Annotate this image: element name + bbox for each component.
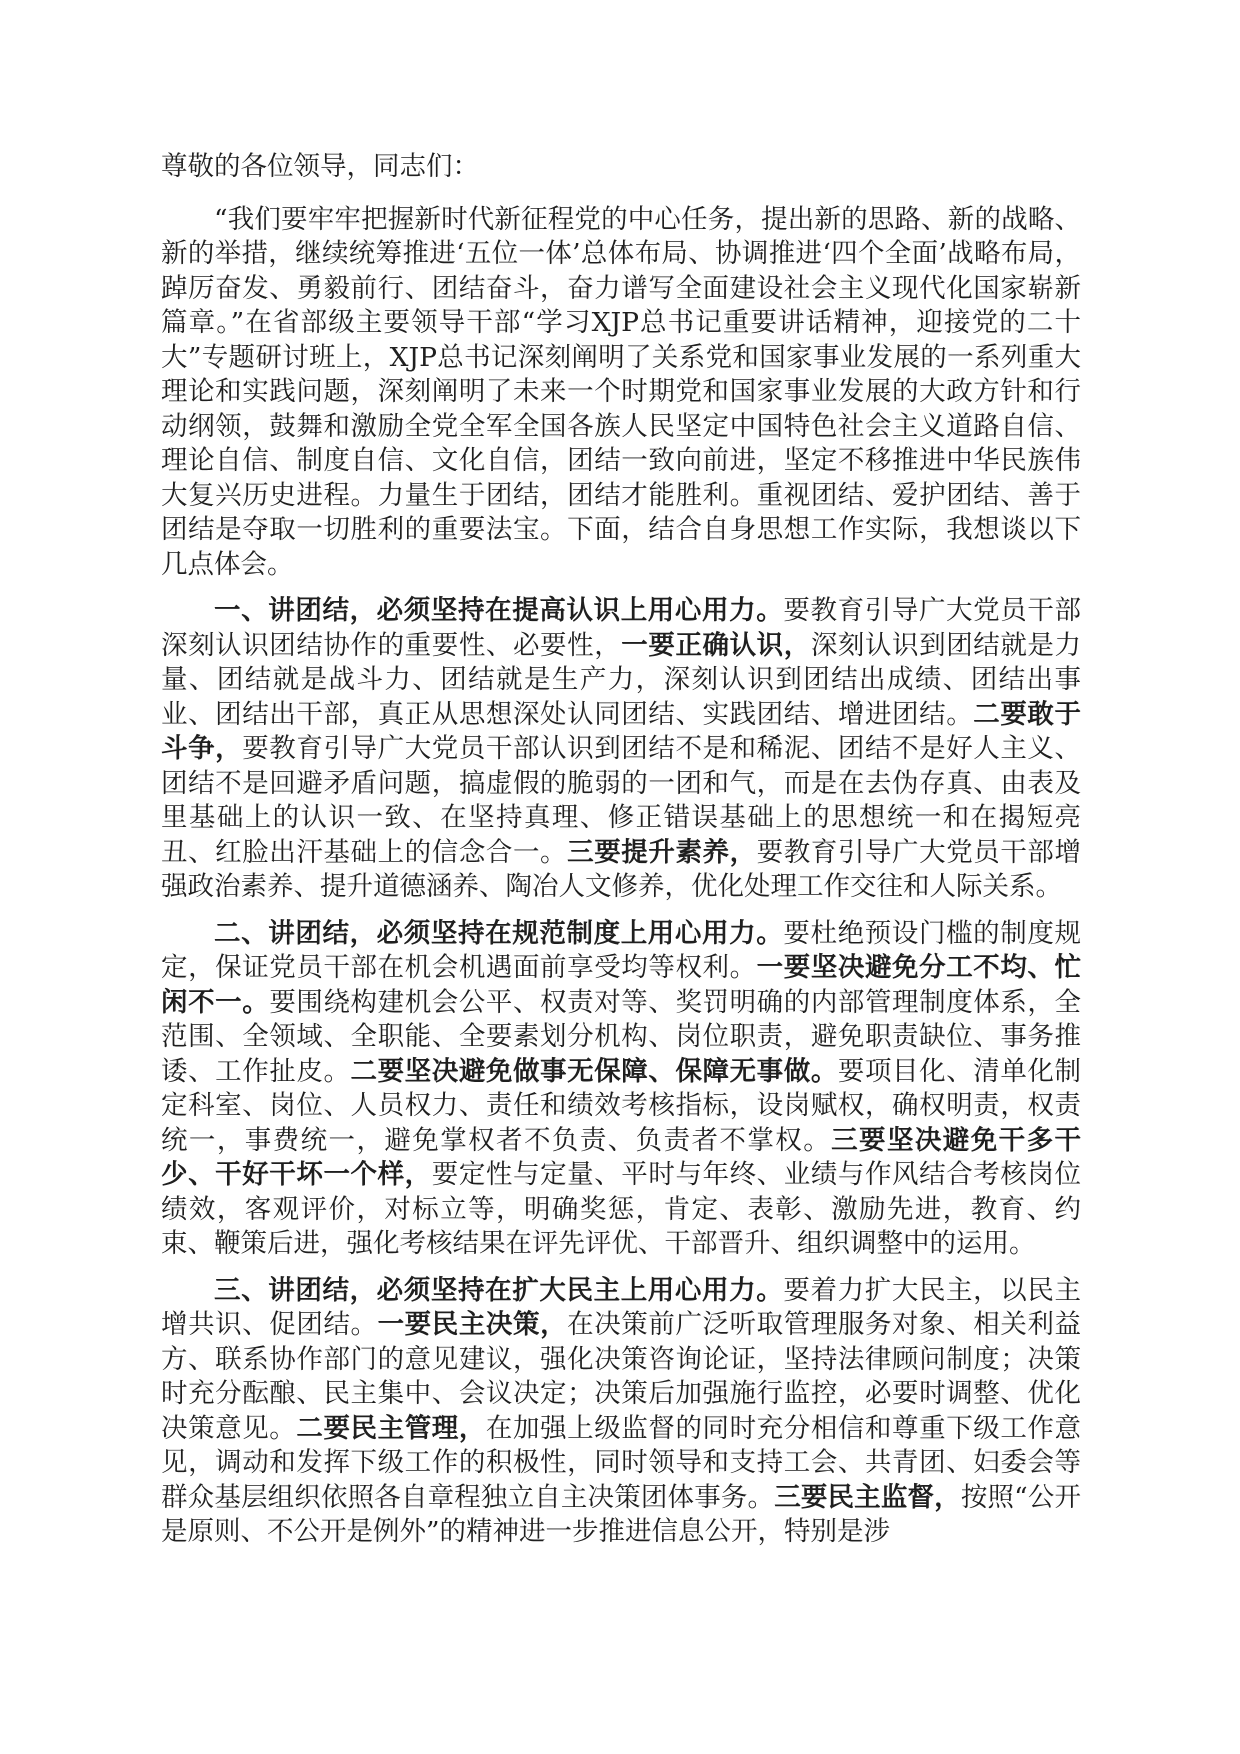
section-3-point-2: 二要民主管理， <box>296 1412 486 1444</box>
section-3-heading: 三、讲团结，必须坚持在扩大民主上用心用力。 <box>214 1274 784 1306</box>
section-1-text-1: 要教育引导广大党员干部深刻认识团结协作的重要性、必要性， <box>161 595 1082 661</box>
section-1-point-2: 二要敢于斗争， <box>161 698 1082 764</box>
section-3-text-1: 要着力扩大民主，以民主增共识、促团结。 <box>161 1274 1082 1340</box>
section-2-heading: 二、讲团结，必须坚持在规范制度上用心用力。 <box>214 917 784 949</box>
document-page <box>161 150 1081 1562</box>
intro-paragraph: “我们要牢牢把握新时代新征程党的中心任务，提出新的思路、新的战略、新的举措，继续统筹推进‘五位一体’总体布局、协调推进‘四个全面’战略布局，踔厉奋发、勇毅前行、团结奋斗，奋力谱写全面建设社会主义现代化国家崭新篇章。”在省部级主要领导干部“学习XJP总书记重要讲话精神，迎接党的二十大”专题研讨班上，XJP总书记深刻阐明了关系党和国家事业发展的一系列重大理论和实践问题，深刻阐明了未来一个时期党和国家事业发展的大政方针和行动纲领，鼓舞和激励全党全军全国各族人民坚定中国特色社会主义道路自信、理论自信、制度自信、文化自信，团结一致向前进，坚定不移推进中华民族伟大复兴历史进程。力量生于团结，团结才能胜利。重视团结、爱护团结、善于团结是夺取一切胜利的重要法宝。下面，结合自身思想工作实际，我想谈以下几点体会。 <box>161 203 1081 580</box>
section-2-point-2: 二要坚决避免做事无保障、保障无事做。 <box>350 1055 838 1087</box>
section-2-point-1: 一要坚决避免分工不均、忙闲不一。 <box>161 952 1082 1018</box>
section-1-point-1: 一要正确认识， <box>621 629 811 661</box>
section-3-point-1: 一要民主决策， <box>377 1309 568 1340</box>
section-3-text-2: 在决策前广泛听取管理服务对象、相关利益方、联系协作部门的意见建议，强化决策咨询论证，坚持法律顾问制度；决策时充分酝酿、民主集中、会议决定；决策后加强施行监控，必要时调整、优化决策意见。 <box>161 1309 1082 1444</box>
section-2-text-3: 要项目化、清单化制定科室、岗位、人员权力、责任和绩效考核指标，设岗赋权，确权明责，权责统一，事费统一，避免掌权者不负责、负责者不掌权。 <box>161 1055 1082 1156</box>
section-3-text-3: 在加强上级监督的同时充分相信和尊重下级工作意见，调动和发挥下级工作的积极性，同时领导和支持工会、共青团、妇委会等群众基层组织依照各自章程独立自主决策团体事务。 <box>161 1412 1082 1513</box>
section-1-text-3: 要教育引导广大党员干部认识到团结不是和稀泥、团结不是好人主义、团结不是回避矛盾问题，搞虚假的脆弱的一团和气，而是在去伪存真、由表及里基础上的认识一致、在坚持真理、修正错误基础上的思想统一和在揭短亮丑、红脸出汗基础上的信念合一。 <box>161 733 1082 868</box>
salutation: 尊敬的各位领导，同志们： <box>161 151 479 182</box>
section-2-paragraph <box>161 917 1081 1262</box>
section-3-point-3: 三要民主监督， <box>774 1481 961 1513</box>
section-1-heading: 一、讲团结，必须坚持在提高认识上用心用力。 <box>214 595 784 626</box>
section-2-point-3: 三要坚决避免干多干少、干好干坏一个样， <box>161 1124 1081 1190</box>
section-1-point-3: 三要提升素养， <box>567 836 757 868</box>
section-1-paragraph <box>161 594 1081 905</box>
section-3-paragraph <box>161 1274 1081 1550</box>
section-2-text-4: 要定性与定量、平时与年终、业绩与作风结合考核岗位绩效，客观评价，对标立等，明确奖惩，肯定、表彰、激励先进，教育、约束、鞭策后进，强化考核结果在评先评优、干部晋升、组织调整中的运用。 <box>161 1159 1082 1259</box>
section-1-text-2: 深刻认识到团结就是力量、团结就是战斗力、团结就是生产力，深刻认识到团结出成绩、团结出事业、团结出干部，真正从思想深处认同团结、实践团结、增进团结。 <box>161 629 1082 730</box>
section-3-text-4: 按照“公开是原则、不公开是例外”的精神进一步推进信息公开，特别是涉 <box>161 1481 1082 1547</box>
section-2-text-2: 要围绕构建机会公平、权责对等、奖罚明确的内部管理制度体系，全范围、全领域、全职能、全要素划分机构、岗位职责，避免职责缺位、事务推诿、工作扯皮。 <box>161 986 1082 1087</box>
section-2-text-1: 要杜绝预设门槛的制度规定，保证党员干部在机会机遇面前享受均等权利。 <box>161 917 1082 983</box>
section-1-text-4: 要教育引导广大党员干部增强政治素养、提升道德涵养、陶冶人文修养，优化处理工作交往和人际关系。 <box>161 836 1082 902</box>
